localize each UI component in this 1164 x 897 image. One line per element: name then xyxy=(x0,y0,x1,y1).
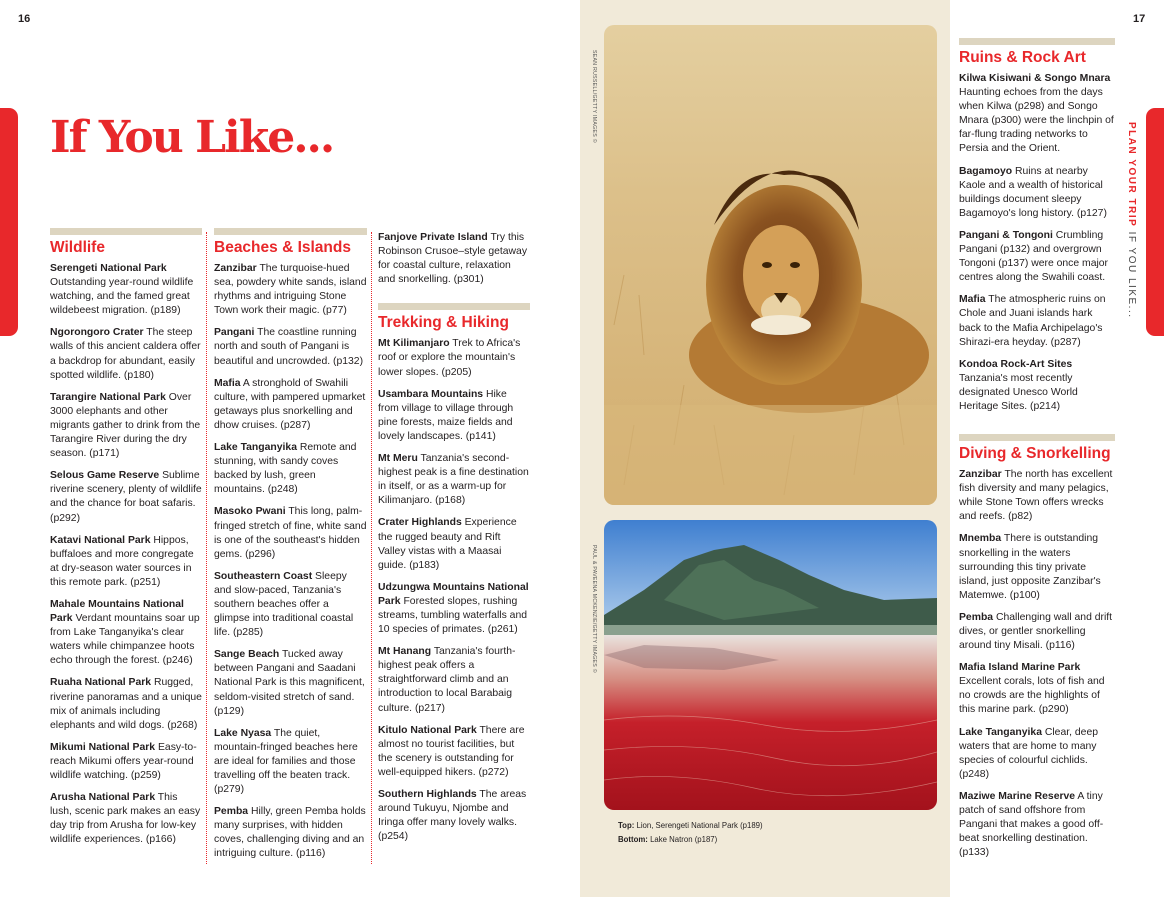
entry-item xyxy=(214,441,367,497)
entry-item xyxy=(50,391,202,461)
beaches-cont-list xyxy=(378,231,530,287)
entry-item xyxy=(214,648,367,718)
photo-caption xyxy=(618,819,763,847)
entry-text: There is outstanding snorkelling in the waters surrounding this tiny private island, just opposite Zanzibar's Matemwe. (p100) xyxy=(959,533,1101,601)
entry-item xyxy=(959,468,1115,524)
section-heading: Diving & Snorkelling xyxy=(959,445,1111,463)
right-section-tab xyxy=(1146,108,1164,336)
entry-item xyxy=(50,326,202,382)
entry-text: The atmospheric ruins on Chole and Juani islands hark back to the Mafia Archipelago's Shirazi-era heyday. (p287) xyxy=(959,294,1106,348)
entry-text: The areas around Tukuyu, Njombe and Iringa offer many lovely walks. (p254) xyxy=(378,789,527,843)
section-heading: Wildlife xyxy=(50,239,105,256)
entry-name: Selous Game Reserve xyxy=(50,470,160,482)
column-divider xyxy=(371,232,372,864)
section-header-diving xyxy=(959,434,1115,463)
entry-name: Kilwa Kisiwani & Songo Mnara xyxy=(959,73,1111,84)
entry-name: Sange Beach xyxy=(214,649,280,661)
section-header-beaches xyxy=(214,228,367,257)
beaches-list xyxy=(214,262,367,862)
entry-text: Tanzania's second-highest peak is a fine destination in itself, or as a warm-up for Kilimanjaro. (p168) xyxy=(378,453,529,507)
entry-name: Fanjove Private Island xyxy=(378,232,488,243)
section-heading: Beaches & Islands xyxy=(214,239,351,256)
section-header-trekking xyxy=(378,303,530,332)
entry-name: Zanzibar xyxy=(959,469,1002,481)
entry-text: Hippos, buffaloes and more congregate at dry-season water sources in this remote park. (p251) xyxy=(50,534,194,588)
entry-text: Over 3000 elephants and other migrants gather to drink from the Tarangire River during the dry season. (p171) xyxy=(50,391,201,460)
entry-name: Katavi National Park xyxy=(50,534,151,546)
column-trekking xyxy=(378,231,530,852)
entry-text: Crumbling Pangani (p132) and overgrown Tongoni (p137) were once major centres along the Swahili coast. xyxy=(959,229,1109,284)
entry-text: Ruins at nearby Kaole and a wealth of historical buildings document sleepy Bagamoyo's long history. (p127) xyxy=(959,165,1107,219)
entry-item xyxy=(378,388,530,444)
entry-text: The quiet, mountain-fringed beaches here are ideal for families and those travelling off the beaten track. (p279) xyxy=(214,727,358,796)
entry-item xyxy=(959,726,1115,782)
entry-text: Challenging wall and drift dives, or gentler snorkelling around tiny Misali. (p116) xyxy=(959,611,1113,652)
entry-text: There are almost no tourist facilities, but the scenery is outstanding for well-equipped hikers. (p272) xyxy=(378,724,525,778)
lion-image xyxy=(604,25,937,505)
entry-text: Remote and stunning, with sandy coves backed by lush, green mountains. (p248) xyxy=(214,442,357,496)
entry-name: Southern Highlands xyxy=(378,789,477,800)
entry-item xyxy=(214,805,367,861)
entry-name: Serengeti National Park xyxy=(50,263,167,274)
entry-text: Haunting echoes from the days when Kilwa (p298) and Songo Mnara (p300) were the linchpin of far-flung trading networks to Persia and the Orient. xyxy=(959,87,1114,155)
entry-item xyxy=(959,661,1115,717)
entry-name: Mt Meru xyxy=(378,453,418,465)
entry-name: Udzungwa Mountains National Park xyxy=(378,581,529,607)
entry-name: Ngorongoro Crater xyxy=(50,327,144,339)
entry-name: Ruaha National Park xyxy=(50,677,152,689)
entry-item xyxy=(959,532,1115,602)
entry-text: Sleepy and slow-paced, Tanzania's southern beaches offer a glimpse into traditional coastal life. (p285) xyxy=(214,570,354,639)
entry-name: Maziwe Marine Reserve xyxy=(959,790,1076,802)
side-tab-label xyxy=(1121,122,1139,332)
entry-text: Forested slopes, rushing streams, tumbling waterfalls and 10 species of primates. (p261) xyxy=(378,595,527,636)
side-tab-page: IF YOU LIKE... xyxy=(1126,231,1137,319)
page-number-right: 17 xyxy=(1133,13,1146,25)
caption-bottom-text: Lake Natron (p187) xyxy=(650,835,718,844)
photo-credit-top: SEAN RUSSELL/GETTY IMAGES © xyxy=(591,50,597,143)
entry-text: A tiny patch of sand offshore from Pangani that makes a good off-beat snorkelling destination. (p133) xyxy=(959,790,1104,859)
entry-name: Crater Highlands xyxy=(378,517,462,529)
entry-item xyxy=(959,358,1115,414)
entry-text: Sublime riverine scenery, plenty of wildlife and the chance for boat safaris. (p292) xyxy=(50,470,202,524)
entry-name: Pemba xyxy=(214,806,249,818)
column-beaches xyxy=(214,228,367,870)
entry-item xyxy=(378,231,530,287)
section-heading: Ruins & Rock Art xyxy=(959,49,1086,66)
entry-name: Mahale Mountains National Park xyxy=(50,598,184,625)
entry-item xyxy=(378,645,530,715)
entry-item xyxy=(50,741,202,783)
lake-natron-photo xyxy=(604,520,937,810)
entry-item xyxy=(50,791,202,847)
entry-text: The north has excellent fish diversity and many pelagics, while Stone Town offers wrecks and reefs. (p82) xyxy=(959,469,1113,523)
caption-top-text: Lion, Serengeti National Park (p189) xyxy=(636,821,763,830)
entry-name: Lake Tanganyika xyxy=(959,726,1042,738)
entry-name: Mafia xyxy=(959,294,986,306)
entry-name: Mt Kilimanjaro xyxy=(378,338,450,350)
entry-text: A stronghold of Swahili culture, with pampered upmarket getaways plus snorkelling and dhow cruises. (p287) xyxy=(214,377,366,431)
entry-item xyxy=(959,790,1115,860)
entry-text: Verdant mountains soar up from Lake Tanganyika's clear waters while chimpanzee hoots echo through the forest. (p246) xyxy=(50,613,200,667)
caption-bottom-label: Bottom: xyxy=(618,835,648,844)
page-title: If You Like... xyxy=(50,112,334,163)
entry-name: Southeastern Coast xyxy=(214,570,313,582)
column-divider xyxy=(206,232,207,864)
photo-credit-bottom: PAUL & PAVEENA MCKENZIE/GETTY IMAGES © xyxy=(591,545,597,673)
entry-text: Excellent corals, lots of fish and no crowds are the highlights of this marine park. (p290) xyxy=(959,676,1105,716)
entry-name: Mt Hanang xyxy=(378,646,432,658)
caption-top-label: Top: xyxy=(618,821,635,830)
section-heading: Trekking & Hiking xyxy=(378,314,509,332)
trekking-list xyxy=(378,337,530,844)
entry-item xyxy=(50,469,202,525)
entry-item xyxy=(378,788,530,844)
entry-text: Experience the rugged beauty and Rift Valley vistas with a Maasai guide. (p183) xyxy=(378,517,517,571)
entry-name: Zanzibar xyxy=(214,263,257,274)
entry-item xyxy=(214,570,367,640)
entry-item xyxy=(214,727,367,797)
entry-name: Arusha National Park xyxy=(50,792,156,804)
left-section-tab xyxy=(0,108,18,336)
ruins-list xyxy=(959,72,1115,414)
entry-name: Mafia xyxy=(214,377,241,389)
entry-text: This long, palm-fringed stretch of fine, white sand is one of the southeast's hidden gems. (p296) xyxy=(214,506,367,560)
entry-item xyxy=(378,724,530,780)
entry-name: Kitulo National Park xyxy=(378,724,477,736)
entry-text: Outstanding year-round wildlife watching, and the famed great wildebeest migration. (p189) xyxy=(50,277,194,317)
entry-name: Mnemba xyxy=(959,533,1002,545)
entry-item xyxy=(378,452,530,508)
entry-text: This lush, scenic park makes an easy day trip from Arusha for low-key wildlife experiences. (p166) xyxy=(50,792,201,846)
entry-name: Usambara Mountains xyxy=(378,388,484,400)
entry-name: Pangani & Tongoni xyxy=(959,229,1053,241)
entry-item xyxy=(50,534,202,590)
diving-list xyxy=(959,468,1115,860)
entry-text: The coastline running north and south of Pangani is beautiful and uncrowded. (p132) xyxy=(214,327,364,367)
wildlife-list xyxy=(50,262,202,847)
entry-name: Masoko Pwani xyxy=(214,506,286,518)
entry-text: Hike from village to village through pine forests, maize fields and lovely landscapes. (p141) xyxy=(378,388,514,442)
entry-name: Mikumi National Park xyxy=(50,741,156,753)
entry-text: Try this Robinson Crusoe–style getaway for coastal culture, relaxation and snorkelling. (p301) xyxy=(378,232,528,286)
entry-name: Lake Nyasa xyxy=(214,727,272,739)
entry-item xyxy=(378,337,530,379)
entry-name: Lake Tanganyika xyxy=(214,442,297,454)
column-wildlife xyxy=(50,228,202,855)
entry-name: Pemba xyxy=(959,611,994,623)
column-ruins xyxy=(959,38,1115,868)
entry-name: Kondoa Rock-Art Sites xyxy=(959,358,1073,370)
entry-item xyxy=(378,516,530,572)
entry-item xyxy=(50,676,202,732)
entry-text: The steep walls of this ancient caldera offer a backdrop for abundant, easily spotted wildlife. (p180) xyxy=(50,327,201,381)
side-tab-section: PLAN YOUR TRIP xyxy=(1126,122,1137,228)
entry-text: Tanzania's fourth-highest peak offers a straightforward climb and an introduction to local Barabaig culture. (p217) xyxy=(378,646,516,714)
lake-image xyxy=(604,520,937,810)
entry-item xyxy=(214,262,367,318)
entry-text: Rugged, riverine panoramas and a unique mix of animals including elephants and wild dogs. (p268) xyxy=(50,677,202,731)
entry-name: Bagamoyo xyxy=(959,165,1013,177)
entry-item xyxy=(959,293,1115,349)
section-header-wildlife xyxy=(50,228,202,257)
entry-item xyxy=(214,326,367,368)
entry-text: Hilly, green Pemba holds many surprises, with hidden coves, challenging diving and an intriguing culture. (p116) xyxy=(214,806,366,860)
entry-text: Easy-to-reach Mikumi offers year-round wildlife watching. (p259) xyxy=(50,741,197,781)
entry-name: Pangani xyxy=(214,327,255,339)
entry-text: Clear, deep waters that are home to many species of colourful cichlids. (p248) xyxy=(959,726,1099,780)
entry-text: Tanzania's most recently designated Unesco World Heritage Sites. (p214) xyxy=(959,372,1078,412)
section-header-ruins xyxy=(959,38,1115,67)
entry-text: The turquoise-hued sea, powdery white sands, island rhythms and intriguing Stone Town work their magic. (p77) xyxy=(214,263,367,317)
page-number-left: 16 xyxy=(18,13,31,25)
entry-item xyxy=(214,377,367,433)
entry-name: Mafia Island Marine Park xyxy=(959,662,1081,674)
entry-item xyxy=(959,229,1115,285)
entry-name: Tarangire National Park xyxy=(50,391,166,403)
entry-item xyxy=(50,598,202,668)
entry-item xyxy=(959,165,1115,221)
entry-item xyxy=(959,72,1115,157)
entry-item xyxy=(50,262,202,318)
entry-item xyxy=(959,611,1115,653)
entry-item xyxy=(214,505,367,561)
entry-text: Tucked away between Pangani and Saadani National Park is this magnificent, seldom-visited stretch of sand. (p129) xyxy=(214,649,365,717)
lion-photo xyxy=(604,25,937,505)
entry-text: Trek to Africa's roof or explore the mountain's lower slopes. (p205) xyxy=(378,338,521,378)
entry-item xyxy=(378,581,530,637)
